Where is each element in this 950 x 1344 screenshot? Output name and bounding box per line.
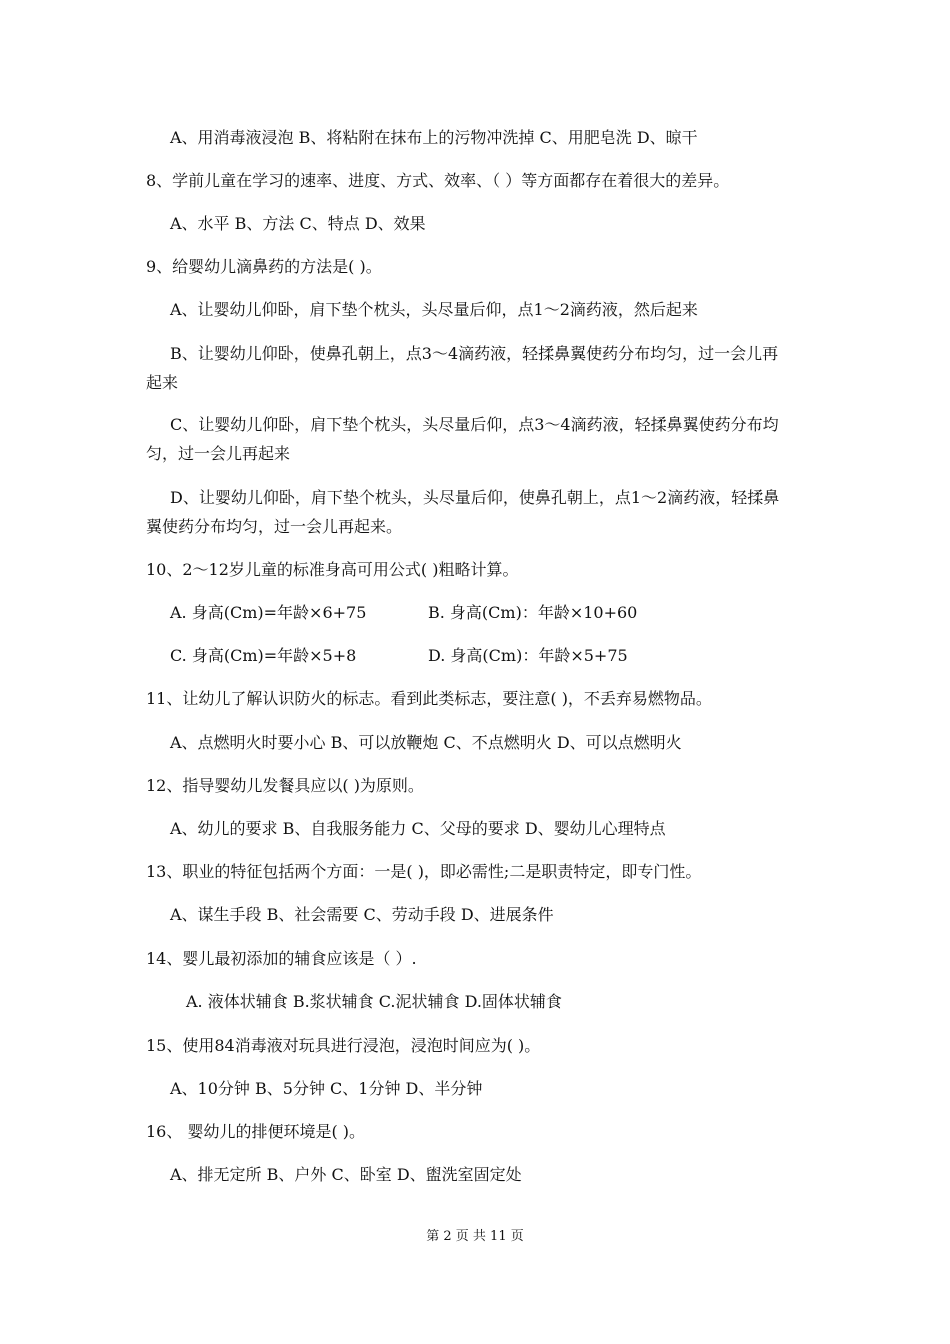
- q14-options: A. 液体状辅食 B.浆状辅食 C.泥状辅食 D.固体状辅食: [186, 992, 562, 1011]
- q10-option-c: C. 身高(Cm)=年龄×5+8: [170, 646, 357, 665]
- q9-option-a: A、让婴幼儿仰卧，肩下垫个枕头，头尽量后仰，点1～2滴药液，然后起来: [170, 300, 698, 319]
- question-14: 14、婴儿最初添加的辅食应该是（ ）.: [146, 949, 417, 968]
- q15-options: A、10分钟 B、5分钟 C、1分钟 D、半分钟: [170, 1079, 483, 1098]
- q16-options: A、排无定所 B、户外 C、卧室 D、盥洗室固定处: [170, 1165, 522, 1184]
- page-footer: 第 2 页 共 11 页: [426, 1229, 524, 1244]
- q12-options: A、幼儿的要求 B、自我服务能力 C、父母的要求 D、婴幼儿心理特点: [170, 819, 666, 838]
- q11-options: A、点燃明火时要小心 B、可以放鞭炮 C、不点燃明火 D、可以点燃明火: [170, 733, 682, 752]
- question-13: 13、职业的特征包括两个方面：一是( )，即必需性;二是职责特定，即专门性。: [146, 862, 702, 881]
- q13-options: A、谋生手段 B、社会需要 C、劳动手段 D、进展条件: [170, 905, 554, 924]
- q9-option-d-line1: D、让婴幼儿仰卧，肩下垫个枕头，头尽量后仰，使鼻孔朝上，点1～2滴药液，轻揉鼻: [170, 488, 780, 507]
- q8-options: A、水平 B、方法 C、特点 D、效果: [170, 214, 426, 233]
- question-9: 9、给婴幼儿滴鼻药的方法是( )。: [146, 257, 382, 276]
- q7-options: A、用消毒液浸泡 B、将粘附在抹布上的污物冲洗掉 C、用肥皂洗 D、晾干: [170, 128, 698, 147]
- q9-option-b-line2: 起来: [146, 373, 179, 392]
- question-10: 10、2～12岁儿童的标准身高可用公式( )粗略计算。: [146, 560, 519, 579]
- q9-option-c-line1: C、让婴幼儿仰卧，肩下垫个枕头，头尽量后仰，点3～4滴药液，轻揉鼻翼使药分布均: [170, 415, 779, 434]
- question-8: 8、学前儿童在学习的速率、进度、方式、效率、（ ）等方面都存在着很大的差异。: [146, 171, 730, 190]
- q9-option-b-line1: B、让婴幼儿仰卧，使鼻孔朝上，点3～4滴药液，轻揉鼻翼使药分布均匀，过一会儿再: [170, 344, 779, 363]
- q10-option-b: B. 身高(Cm)：年龄×10+60: [428, 603, 638, 622]
- q9-option-d-line2: 翼使药分布均匀，过一会儿再起来。: [146, 517, 403, 536]
- q10-option-a: A. 身高(Cm)=年龄×6+75: [170, 603, 367, 622]
- q10-option-d: D. 身高(Cm)：年龄×5+75: [428, 646, 628, 665]
- question-16: 16、 婴幼儿的排便环境是( )。: [146, 1122, 366, 1141]
- question-12: 12、指导婴幼儿发餐具应以( )为原则。: [146, 776, 424, 795]
- q9-option-c-line2: 匀，过一会儿再起来: [146, 444, 291, 463]
- question-11: 11、让幼儿了解认识防火的标志。看到此类标志，要注意( )，不丢弃易燃物品。: [146, 689, 712, 708]
- question-15: 15、使用84消毒液对玩具进行浸泡，浸泡时间应为( )。: [146, 1036, 541, 1055]
